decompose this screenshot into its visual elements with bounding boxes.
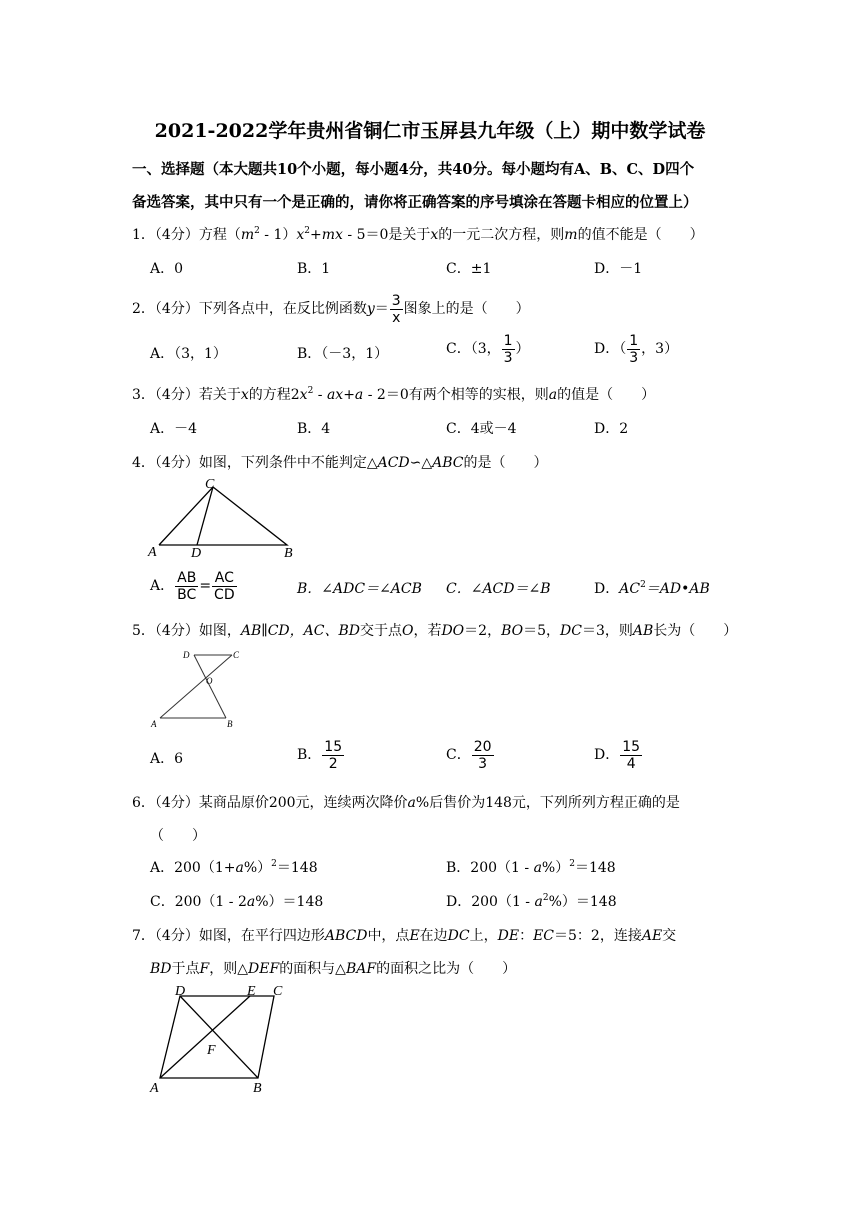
q3-option-c[interactable]: C．4或－4 — [446, 421, 517, 437]
q7-label-f: F — [207, 1043, 216, 1058]
q5-hourglass-figure — [148, 646, 248, 730]
q5-option-b[interactable]: B． $\frac{15}{2}$ — [297, 738, 343, 772]
q3-option-d[interactable]: D．2 — [594, 421, 629, 437]
q7-label-d: D — [175, 984, 186, 999]
q4-option-a[interactable]: A． $\frac{AB}{BC}$ = $\frac{AC}{CD}$ — [150, 569, 235, 603]
q3-option-b[interactable]: B．4 — [297, 421, 331, 437]
q5-label-o: O — [206, 676, 213, 686]
q7-parallelogram-figure — [146, 982, 296, 1096]
q5-label-c: C — [233, 650, 240, 660]
question-4-stem: 4．（4分）如图，下列条件中不能判定△ACD∽△ABC的是（ ） — [132, 455, 548, 471]
q5-option-a[interactable]: A．6 — [150, 751, 184, 767]
q4-option-c[interactable]: C．∠ACD＝∠B — [446, 581, 551, 597]
q1-option-c[interactable]: C．±1 — [446, 261, 492, 277]
page-title: 2021-2022学年贵州省铜仁市玉屏县九年级（上）期中数学试卷 — [154, 120, 706, 142]
q3-option-a[interactable]: A．－4 — [150, 421, 198, 437]
question-7-stem: 7．（4分）如图，在平行四边形ABCD中，点E在边DC上，DE：EC＝5：2，连接AE交 — [132, 928, 677, 944]
q4-option-d[interactable]: D．$AC^2=AD•AB$ — [594, 580, 710, 597]
q4-label-d: D — [191, 546, 202, 560]
q7-label-b: B — [253, 1081, 262, 1096]
q6-option-c[interactable]: C．200（1 - 2a%）＝148 — [150, 894, 324, 910]
section-header-line1: 一、选择题（本大题共10个小题，每小题4分，共40分。每小题均有A、B、C、D四个 — [132, 161, 695, 178]
q2-option-c[interactable]: C．（3， $\frac{1}{3}$ ） — [446, 332, 530, 366]
question-6-stem-line2: （ ） — [150, 828, 206, 844]
question-7-stem-line2: BD于点F，则△DEF的面积与△BAF的面积之比为（ ） — [150, 961, 517, 977]
q5-label-a: A — [151, 719, 157, 729]
q4-label-a: A — [148, 545, 157, 560]
q7-label-e: E — [247, 984, 256, 999]
q2-option-b[interactable]: B．（－3，1） — [297, 346, 389, 362]
q4-label-c: C — [205, 478, 215, 492]
q6-option-d[interactable]: D．$200(1 - a^2\%)=148$ — [446, 893, 617, 910]
question-2-stem: 2．（4分）下列各点中，在反比例函数y＝ $\frac{3}{x}$ 图象上的是（ ） — [132, 292, 530, 326]
q5-label-d: D — [183, 650, 190, 660]
q1-option-b[interactable]: B．1 — [297, 261, 331, 277]
q4-label-b: B — [284, 546, 293, 560]
q2-option-a[interactable]: A．（3，1） — [150, 346, 227, 362]
q2-option-d[interactable]: D．（ $\frac{1}{3}$ ，3） — [594, 332, 679, 366]
q4-triangle-figure — [145, 478, 305, 560]
q6-option-b[interactable]: B．200（1 - a%）$^2$＝148 — [446, 859, 616, 876]
question-6-stem: 6．（4分）某商品原价200元，连续两次降价a%后售价为148元，下列所列方程正确的是 — [132, 795, 680, 811]
question-1-stem: 1．（4分）方程$(m^2 - 1)x^2+mx - 5=0$是关于x的一元二次方程，则m的值不能是（ ） — [132, 226, 704, 243]
q5-label-b: B — [227, 719, 233, 729]
q7-label-a: A — [150, 1081, 159, 1096]
question-5-stem: 5．（4分）如图，AB∥CD，AC、BD交于点O，若DO＝2，BO＝5，DC＝3，则AB长为（ ） — [132, 623, 738, 639]
question-3-stem: 3．（4分）若关于x的方程$2x^2 - ax+a - 2=0$有两个相等的实根，则a的值是（ ） — [132, 386, 656, 403]
q5-option-c[interactable]: C． $\frac{20}{3}$ — [446, 738, 492, 772]
q6-option-a[interactable]: A．$200(1+a\%)^2=148$ — [150, 859, 318, 876]
q4-option-b[interactable]: B．∠ADC＝∠ACB — [297, 581, 422, 597]
q7-label-c: C — [273, 984, 283, 999]
q5-option-d[interactable]: D． $\frac{15}{4}$ — [594, 738, 641, 772]
section-header-line2: 备选答案，其中只有一个是正确的，请你将正确答案的序号填涂在答题卡相应的位置上） — [132, 194, 698, 211]
q1-option-a[interactable]: A．0 — [150, 261, 184, 277]
q1-option-d[interactable]: D．－1 — [594, 261, 643, 277]
